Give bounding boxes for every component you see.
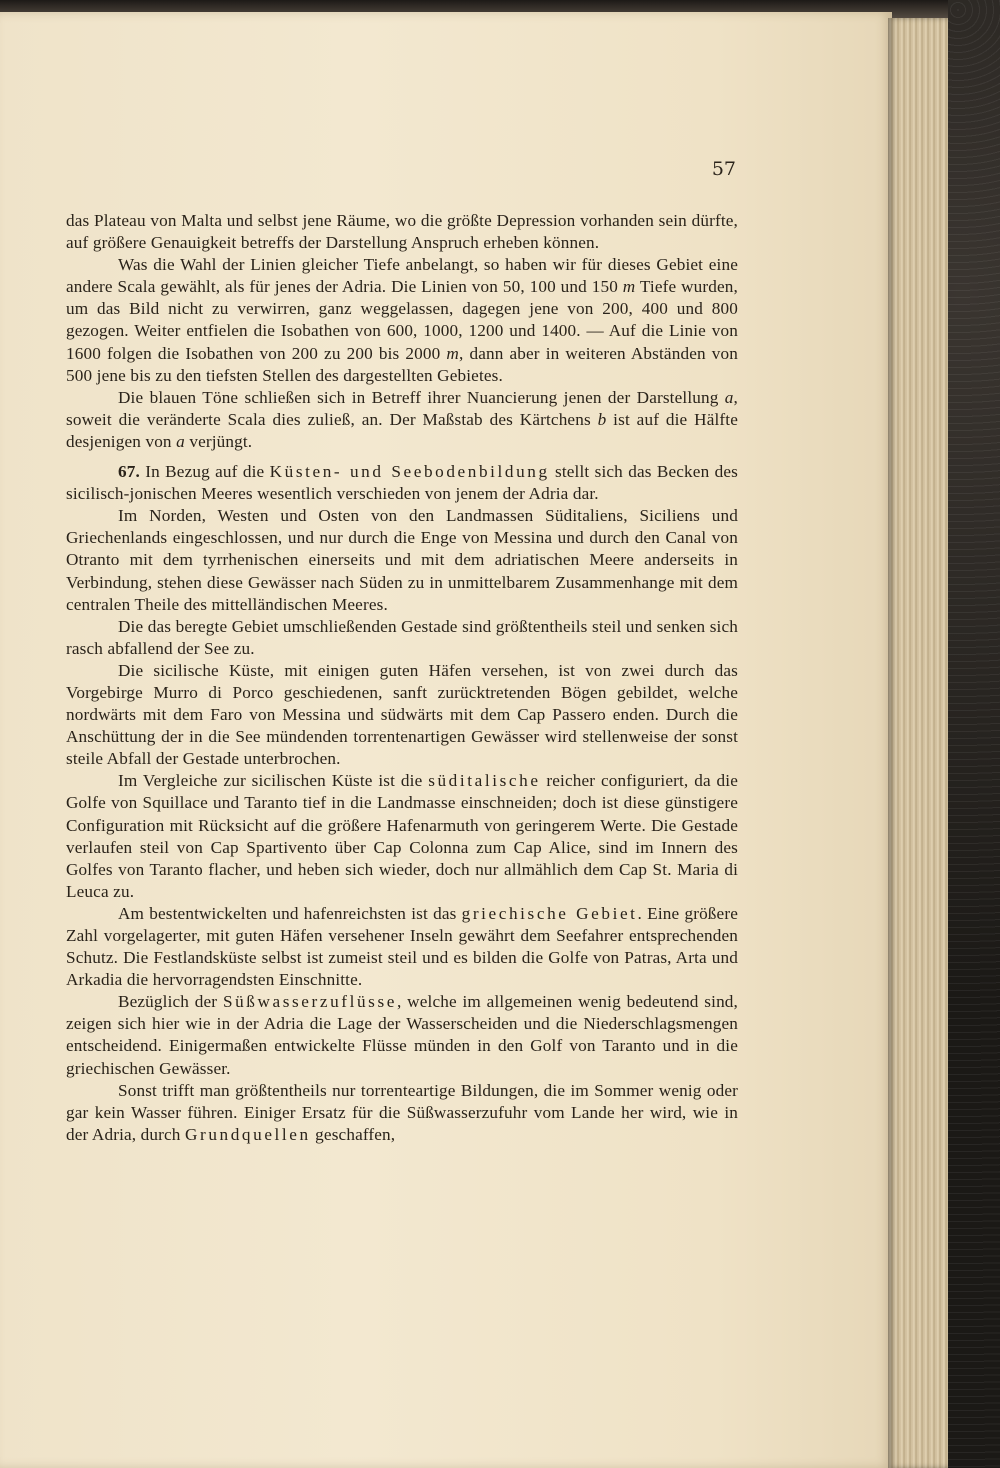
paragraph-p11 (66, 1080, 738, 1146)
book-page (0, 12, 892, 1468)
text-segment: In Bezug auf die (139, 462, 270, 482)
text-segment: b (597, 409, 607, 429)
text-segment: . Eine größere Zahl vorgelagerter, mit guten Häfen versehener Inseln gewährt dem Seefahrer entsprechenden Schutz. Die Festlandsküste selbst ist zumeist steil und es bilden die Golfe von Patras, Arta und Arkadia die hervorragendsten Einschnitte. (66, 903, 738, 990)
text-segment: , soweit die veränderte Scala dies zuließ, an. Der Maßstab des Kärtchens (66, 387, 738, 429)
text-segment: m (446, 343, 459, 363)
book-cover (948, 0, 1000, 1468)
text-segment: geschaffen, (310, 1124, 396, 1144)
text-segment: Grundquellen (185, 1124, 311, 1144)
text-segment: süditalische (428, 771, 541, 791)
text-segment: verjüngt. (184, 431, 253, 451)
text-segment: 67. (118, 462, 140, 482)
text-segment: das Plateau von Malta und selbst jene Räume, wo die größte Depression vorhanden sein dürfte, auf größere Genauigkeit betreffs der Darstellung Anspruch erheben können. (66, 211, 738, 253)
paragraph-p10 (66, 991, 738, 1079)
text-segment: Süßwasserzuflüsse (222, 992, 397, 1012)
paragraph-p1 (66, 210, 738, 254)
text-segment: Die sicilische Küste, mit einigen guten Häfen versehen, ist von zwei durch das Vorgebirge Murro di Porco geschiedenen, sanft zurücktretenden Bögen gebildet, welche nordwärts mit dem Faro von Messina und südwärts mit dem Cap Passero enden. Durch die Anschüttung der in die See mündenden torrentenartigen Gewässer wird stellenweise der sonst steile Abfall der Gestade unterbrochen. (66, 660, 738, 769)
paragraph-p4 (66, 461, 738, 505)
text-segment: a (176, 431, 185, 451)
text-segment: Die blauen Töne schließen sich in Betreff ihrer Nuancierung jenen der Darstellung (118, 387, 725, 407)
page-number: 57 (711, 158, 736, 180)
paragraph-p5 (66, 505, 738, 615)
paragraph-p7 (66, 660, 738, 770)
text-segment: Bezüglich der (118, 992, 223, 1012)
text-segment: reicher configuriert, da die Golfe von Squillace und Taranto tief in die Landmasse einschneiden; doch ist diese günstigere Configuration mit Rücksicht auf die größere Hafenarmuth von geringerem Werte. Die Gestade verlaufen steil von Cap Spartivento über Cap Colonna zum Cap Alice, sind im Innern des Golfes von Taranto flacher, und heben sich wieder, doch nur allmählich dem Cap St. Maria di Leuca zu. (66, 771, 739, 901)
text-segment: , dann aber in weiteren Abständen von 500 jene bis zu den tiefsten Stellen des dargestellten Gebietes. (66, 343, 738, 385)
paragraph-p9 (66, 903, 738, 991)
text-segment: ist auf die Hälfte desjenigen von (66, 409, 738, 451)
text-segment: Sonst trifft man größtentheils nur torrenteartige Bildungen, die im Sommer wenig oder gar kein Wasser führen. Einiger Ersatz für die Süßwasserzufuhr vom Lande her wird, wie in der Adria, durch (66, 1080, 738, 1144)
text-segment: griechische Gebiet (461, 903, 638, 923)
paragraph-p6 (66, 616, 738, 660)
text-segment: Was die Wahl der Linien gleicher Tiefe anbelangt, so haben wir für dieses Gebiet eine andere Scala gewählt, als für jenes der Adria. Die Linien von 50, 100 und 150 (66, 255, 738, 297)
text-segment: Tiefe wurden, um das Bild nicht zu verwirren, ganz weggelassen, dagegen jene von 200, 400 und 800 gezogen. Weiter entfielen die Isobathen von 600, 1000, 1200 und 1400. — Auf die Linie von 1600 folgen die Isobathen von 200 zu 200 bis 2000 (66, 277, 738, 363)
text-segment: a (724, 387, 734, 407)
paragraph-p2 (66, 254, 738, 387)
paragraph-p3 (66, 387, 738, 453)
text-segment: Am bestentwickelten und hafenreichsten ist das (118, 903, 462, 923)
paragraph-p8 (66, 770, 738, 903)
text-segment: Die das beregte Gebiet umschließenden Gestade sind größtentheils steil und senken sich rasch abfallend der See zu. (66, 616, 738, 658)
body-text (66, 210, 738, 1146)
text-segment: Küsten- und Seebodenbildung (269, 462, 550, 482)
text-segment: Im Vergleiche zur sicilischen Küste ist die (118, 771, 429, 791)
text-segment: Im Norden, Westen und Osten von den Landmassen Süditaliens, Siciliens und Griechenlands eingeschlossen, und nur durch die Enge von Messina und durch den Canal von Otranto mit dem tyrrhenischen einerseits und mit dem adriatischen Meere anderseits in Verbindung, stehen diese Gewässer nach Süden zu in unmittelbarem Zusammenhange mit dem centralen Theile des mittelländischen Meeres. (66, 506, 738, 614)
text-segment: , welche im allgemeinen wenig bedeutend sind, zeigen sich hier wie in der Adria die Lage der Wasserscheiden und die Niederschlagsmengen entscheidend. Einigermaßen entwickelte Flüsse münden in den Golf von Taranto und in die griechischen Gewässer. (66, 992, 739, 1078)
page-stack-edge (888, 18, 948, 1468)
text-segment: m (622, 277, 636, 297)
text-segment: stellt sich das Becken des sicilisch-jonischen Meeres wesentlich verschieden von jenem der Adria dar. (66, 462, 738, 504)
